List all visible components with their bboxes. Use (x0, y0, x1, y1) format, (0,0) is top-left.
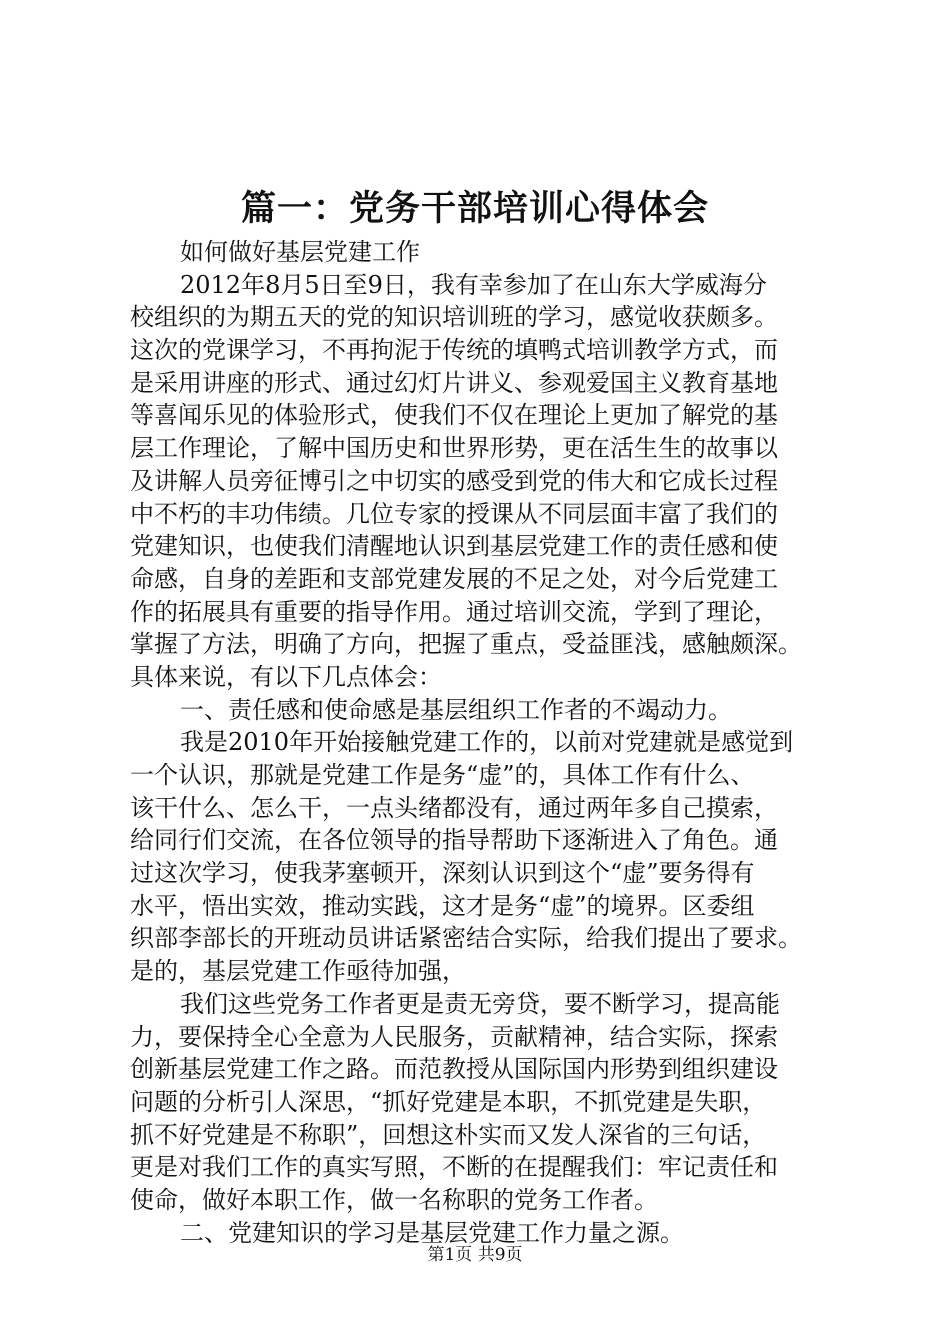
page-footer: 第1页 共9页 (427, 1245, 523, 1265)
body-line: 使命，做好本职工作，做一名称职的党务工作者。 (130, 1185, 658, 1214)
body-line: 这次的党课学习，不再拘泥于传统的填鸭式培训教学方式，而 (130, 336, 778, 365)
body-line: 等喜闻乐见的体验形式，使我们不仅在理论上更加了解党的基 (130, 401, 778, 430)
body-line: 命感，自身的差距和支部党建发展的不足之处，对今后党建工 (130, 564, 778, 593)
section-heading: 一、责任感和使命感是基层组织工作者的不竭动力。 (180, 695, 732, 724)
body-line: 水平，悟出实效，推动实践，这才是务“虚”的境界。区委组 (130, 891, 755, 920)
document-body (130, 236, 855, 1249)
body-line: 是的，基层党建工作亟待加强， (130, 957, 466, 986)
body-line: 我是2010年开始接触党建工作的，以前对党建就是感觉到 (180, 728, 794, 757)
body-line: 校组织的为期五天的党的知识培训班的学习，感觉收获颇多。 (130, 303, 778, 332)
body-line: 更是对我们工作的真实写照，不断的在提醒我们：牢记责任和 (130, 1153, 778, 1182)
body-line: 一个认识，那就是党建工作是务“虚”的，具体工作有什么、 (130, 761, 755, 789)
body-line: 创新基层党建工作之路。而范教授从国际国内形势到组织建设 (130, 1055, 778, 1084)
body-line: 该干什么、怎么干，一点头绪都没有，通过两年多自己摸索， (130, 793, 778, 822)
body-line: 问题的分析引人深思，“抓好党建是本职，不抓党建是失职， (130, 1087, 767, 1116)
body-line: 力，要保持全心全意为人民服务，贡献精神，结合实际，探索 (130, 1022, 778, 1051)
section-heading: 二、党建知识的学习是基层党建工作力量之源。 (180, 1218, 684, 1247)
body-line: 具体来说，有以下几点体会： (130, 662, 442, 691)
body-line: 层工作理论，了解中国历史和世界形势，更在活生生的故事以 (130, 434, 778, 463)
body-line: 2012年8月5日至9日，我有幸参加了在山东大学威海分 (180, 270, 767, 299)
body-line: 及讲解人员旁征博引之中切实的感受到党的伟大和它成长过程 (130, 466, 778, 495)
body-line: 如何做好基层党建工作 (180, 238, 420, 266)
body-line: 中不朽的丰功伟绩。几位专家的授课从不同层面丰富了我们的 (130, 499, 778, 528)
document-title: 篇一：党务干部培训心得体会 (240, 188, 709, 229)
body-line: 我们这些党务工作者更是责无旁贷，要不断学习，提高能 (180, 989, 780, 1018)
body-line: 掌握了方法，明确了方向，把握了重点，受益匪浅，感触颇深。 (130, 630, 802, 659)
body-line: 给同行们交流，在各位领导的指导帮助下逐渐进入了角色。通 (130, 826, 778, 855)
body-line: 是采用讲座的形式、通过幻灯片讲义、参观爱国主义教育基地 (130, 368, 778, 397)
body-line: 过这次学习，使我茅塞顿开，深刻认识到这个“虚”要务得有 (130, 859, 755, 888)
body-line: 织部李部长的开班动员讲话紧密结合实际，给我们提出了要求。 (130, 924, 802, 953)
body-line: 作的拓展具有重要的指导作用。通过培训交流，学到了理论， (130, 597, 778, 626)
body-line: 党建知识，也使我们清醒地认识到基层党建工作的责任感和使 (130, 532, 778, 561)
body-line: 抓不好党建是不称职”，回想这朴实而又发人深省的三句话， (130, 1120, 767, 1149)
